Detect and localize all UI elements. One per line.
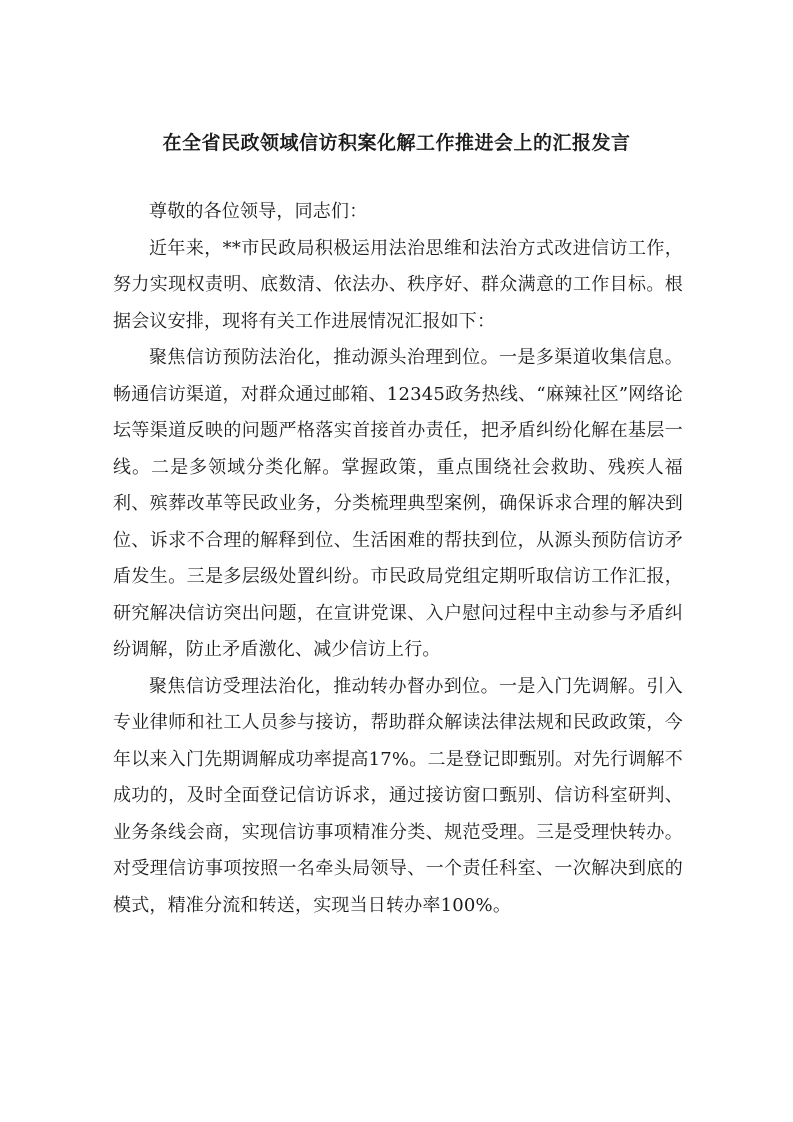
document-body — [113, 194, 683, 924]
intro-paragraph: 近年来，**市民政局积极运用法治思维和法治方式改进信访工作，努力实现权责明、底数清、依法办、秩序好、群众满意的工作目标。根据会议安排，现将有关工作进展情况汇报如下： — [113, 237, 683, 332]
prevention-paragraph: 聚焦信访预防法治化，推动源头治理到位。一是多渠道收集信息。畅通信访渠道，对群众通过邮箱、12345政务热线、“麻辣社区”网络论坛等渠道反映的问题严格落实首接首办责任，把矛盾纠纷化解在基层一线。二是多领域分类化解。掌握政策，重点围绕社会救助、残疾人福利、殡葬改革等民政业务，分类梳理典型案例，确保诉求合理的解决到位、诉求不合理的解释到位、生活困难的帮扶到位，从源头预防信访矛盾发生。三是多层级处置纠纷。市民政局党组定期听取信访工作汇报，研究解决信访突出问题，在宣讲党课、入户慰问过程中主动参与矛盾纠纷调解，防止矛盾激化、减少信访上行。 — [113, 347, 683, 660]
salutation-paragraph: 尊敬的各位领导，同志们： — [149, 201, 368, 222]
document-title: 在全省民政领域信访积案化解工作推进会上的汇报发言 — [162, 132, 631, 154]
acceptance-paragraph: 聚焦信访受理法治化，推动转办督办到位。一是入门先调解。引入专业律师和社工人员参与接访，帮助群众解读法律法规和民政政策，今年以来入门先期调解成功率提高17%。二是登记即甄别。对先行调解不成功的，及时全面登记信访诉求，通过接访窗口甄别、信访科室研判、业务条线会商，实现信访事项精准分类、规范受理。三是受理快转办。对受理信访事项按照一名牵头局领导、一个责任科室、一次解决到底的模式，精准分流和转送，实现当日转办率100%。 — [113, 675, 683, 916]
